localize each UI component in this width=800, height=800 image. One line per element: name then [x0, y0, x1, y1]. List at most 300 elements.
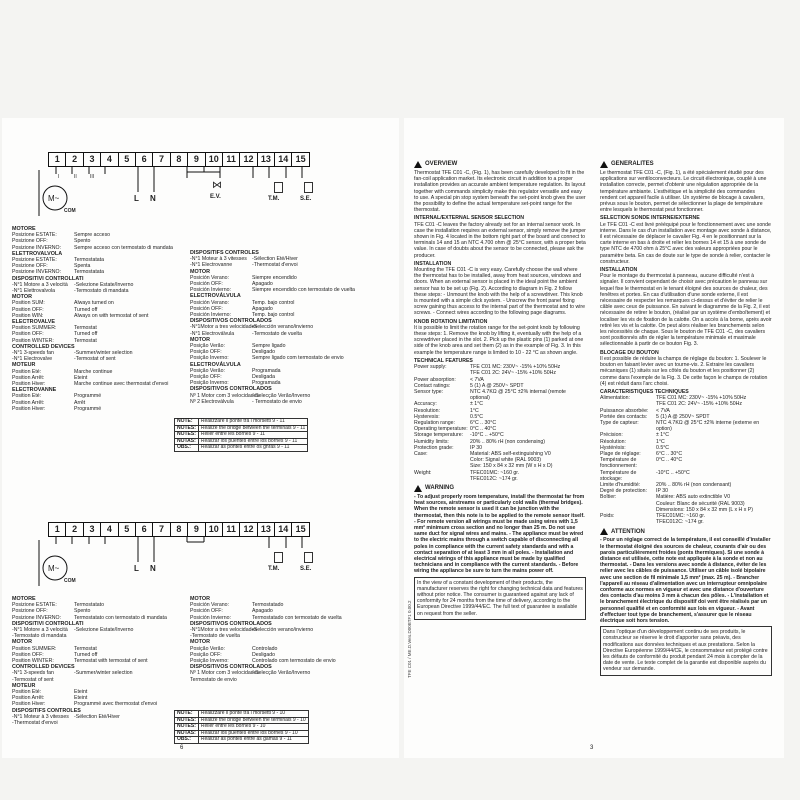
note-text: Relier entre les bornes 9 - 10 [198, 724, 308, 731]
block2-column-2 [190, 596, 380, 683]
terminal-4: 4 [101, 153, 118, 166]
setting-value: Apagado [252, 305, 273, 312]
terminal-1: 1 [49, 523, 66, 536]
spec-value: 0.5°C [470, 413, 484, 420]
setting-value: Programmé avec thermostat d'envoi [74, 701, 158, 708]
terminal-14: 14 [275, 523, 292, 536]
spec-row [600, 519, 772, 525]
setting-value: Eteint [74, 695, 88, 702]
spec-value: TFE C01 MC: 230V~ -15% +10% 50Hz [656, 395, 747, 402]
setting-value: Sempre ligado com termostato de envio [252, 355, 344, 362]
right-page-number: 3 [590, 745, 594, 751]
setting-key: -N°1Motor a tres velocidades [190, 627, 257, 634]
note-key: NOTES: [175, 425, 199, 432]
note-text: Realizzare il ponte tra i morsetti 9 - 11 [198, 419, 307, 426]
setting-row [12, 245, 192, 251]
terminal-10: 10 [206, 153, 223, 166]
section-heading: ELETTROVALVOLA [12, 250, 63, 257]
overview-heading: OVERVIEW [414, 161, 586, 168]
setting-value: Programmé [74, 405, 102, 412]
spec-key: Protection grade: [414, 444, 454, 451]
section-heading: DISPOSITIFS CONTROLES [190, 250, 259, 256]
installation-fr-text: Pour le montage du thermostat à panneau, aucune difficulté n'est à signaler. Il convient cependant de choisir avec précaution le panneau sur lequel fixe le thermostat en le tenant éloigné des sources de chaleur, des fenêtres et portes. En cas d'utilisation d'une sonde externe, il est nécessaire de respecter les remarques ci-dessus et d'éviter de relier le câble avec ceux de puissance. En suivant le diagramme de la Fig. 2, il est nécessaire de retirer le bouton, (réalisé par un système d'emboîtement) et localiser les vis de fixation de la calotte. On a accès à la borne, après avoir retiré les vis et la calotte. On peut alors réaliser les branchements selon les nécessités de chaque. Sous le bouton de TFE C01 -C, des cavaliers sont positionnés afin de régler la température minimale et maximale sélectionnable à partir de ce bouton Fig. 3. [600, 273, 772, 348]
installation-fr-heading: INSTALLATION [600, 267, 638, 274]
spec-key [600, 519, 656, 525]
setting-value: Temp. bajo control [252, 312, 295, 319]
setting-key: Posição OFF: [190, 374, 222, 381]
terminal-4: 4 [101, 523, 118, 536]
setting-key: Posizione OFF: [12, 608, 48, 615]
generalites-heading: GENERALITES [600, 161, 772, 168]
setting-value: -Thermostat d'envoi [252, 262, 298, 269]
spec-key: Storage temperature: [414, 432, 464, 439]
setting-key: Position Arrêt: [12, 695, 45, 702]
setting-key: -N°1 Electrovanne [190, 262, 233, 269]
spec-value: 0°C .. 40°C [656, 457, 683, 464]
spec-value: TFEC012C: ~174 gr. [470, 475, 518, 482]
tm-sensor-box [274, 552, 283, 563]
setting-value: Termostatato [74, 602, 104, 609]
setting-value: Controlado [252, 645, 278, 652]
terminal-14: 14 [275, 153, 292, 166]
setting-value: Arrêt [74, 399, 86, 406]
spec-value: IP 30 [470, 444, 483, 451]
setting-key: Nº 2 Electroválvula [190, 398, 234, 405]
setting-value: -Summer/winter selection [74, 350, 133, 357]
setting-value: Termostatado [252, 602, 284, 609]
setting-key: Position SUM: [12, 300, 45, 307]
section-heading: MOTOR [190, 639, 210, 646]
spec-value: 0°C .. 40°C [470, 426, 497, 433]
setting-key: -Termostato de vuelta [190, 633, 240, 640]
setting-key: Position Arrêt: [12, 374, 45, 381]
setting-key: Nº 1 Motor com 3 velocidades [190, 392, 260, 399]
setting-value: Eteint [74, 374, 88, 381]
spec-key: Poids: [600, 512, 615, 519]
spec-key: Alimentation: [600, 395, 630, 402]
warning-triangle-icon [414, 161, 422, 168]
warning-triangle-icon [600, 161, 608, 168]
terminal-15: 15 [295, 524, 306, 534]
spec-value: -10°C .. +50°C [470, 432, 504, 439]
setting-key: Posizione ESTATE: [12, 602, 57, 609]
note-text: Realizar los puentes entre los bornes 9 - 11 [198, 438, 307, 445]
tm-label: T.M. [268, 566, 280, 572]
setting-value: -Sélection Eté/Hiver [252, 256, 298, 263]
setting-key: Posizione OFF: [12, 263, 48, 270]
setting-key: Posição Inverno: [190, 658, 229, 665]
spec-value: 0.5°C [656, 444, 670, 451]
spec-value: TFEC012C: ~174 gr. [656, 519, 704, 526]
setting-key: -N°1 Moteur à 3 vitesses [12, 713, 69, 720]
terminal-6: 6 [136, 153, 153, 166]
setting-key: Position OFF: [12, 306, 44, 313]
spec-key: Power supply: [414, 364, 447, 371]
spec-value: Size: 150 x 84 x 32 mm (W x H x D) [470, 463, 553, 470]
section-heading: ELECTROVÁLVULA [190, 293, 241, 300]
setting-value: Apagado [252, 281, 273, 288]
french-column [600, 158, 772, 676]
setting-value: Turned off [74, 651, 98, 658]
setting-value: Termostat [74, 645, 97, 652]
note-text: Realize the bridge between the terminals 9 - 11 [198, 425, 307, 432]
section-heading: CONTROLLED DEVICES [12, 664, 75, 671]
left-page-number: 6 [180, 745, 184, 751]
notes-table-1 [174, 418, 308, 452]
section-heading: MOTEUR [12, 362, 36, 369]
note-text: Realize the bridge between the terminals 9 - 10 [198, 717, 308, 724]
setting-key: Posição OFF: [190, 651, 222, 658]
setting-key: Position SUMMER: [12, 645, 57, 652]
note-text: Realizar as pontes entre os gnras 9 - 11 [198, 445, 307, 452]
speed-label-2: II [74, 174, 77, 180]
se-sensor-box [304, 182, 313, 193]
setting-key: Posição OFF: [190, 349, 222, 356]
setting-key: Position Hiver: [12, 701, 46, 708]
spec-row [414, 389, 586, 401]
section-heading: MOTOR [190, 596, 210, 602]
line-label: L [134, 564, 139, 573]
sonde-text: Le TFE C01 -C est livré prééquipé pour le fonctionnement avec une sonde interne. Dans le cas d'un installation avec montage avec sonde à distance, il est nécessaire de déplacer le cavalier Fig. 4 en le positionnant sur la carte interne en bas à droite et relier les bornes 14 et 15 à une sonde de type NTC de 4700 ohm à 25°C avec des valeurs appropriées pour le paramètre beta. En cas de doute sur le type de sonde à relier, contacter le constructeur. [600, 221, 772, 265]
setting-value: Desligado [252, 651, 276, 658]
spec-key: Sensor type: [414, 388, 444, 395]
setting-value: -Selección verano/invierno [252, 324, 314, 331]
note-text: Realizar as pontes entre as gamas 9 - 11 [198, 737, 308, 744]
note-key: NOTE: [175, 419, 199, 426]
setting-key: Position OFF: [12, 651, 44, 658]
setting-value: Spento [74, 608, 91, 615]
spec-key: Accuracy: [414, 401, 437, 408]
spec-value: TFE C01 MC: 230V~ -15% +10% 50Hz [470, 364, 561, 371]
valve-symbol: ⋈ [212, 180, 222, 191]
footer-notice: In the view of a constant development of their products, the manufacturer reserves the right for changing technical data and features without prior notice. The consumer is guaranteed against any lack of conformity for 24 months from the time of delivery, according to the European Directive 1999/44/EC. The full text of guarantee is available on request from the seller. [414, 577, 586, 620]
setting-value: Marche continue avec thermostat d'envoi [74, 381, 169, 388]
setting-value: - Termostato de envio [252, 398, 302, 405]
spec-key: Résolution: [600, 438, 626, 445]
footer-notice-fr: Dans l'optique d'un développement continu de ses produits, le constructeur se réserve le droit d'apporter sans préavis, des modifications aux données techniques et aux prestations. Selon la Directive Européenne 1999/44/CE, le consommateur est protégé contre les défauts de conformité du produit pendant 24 mois à compter de la date de vente. Le texte complet de la garantie est disponible auprès du vendeur sur demande. [600, 626, 772, 675]
terminal-9: 9 [188, 523, 205, 536]
setting-key: Position WINTER: [12, 337, 54, 344]
terminal-13: 13 [258, 523, 275, 536]
setting-row [12, 720, 192, 726]
setting-row [12, 615, 192, 621]
setting-value: -Termostato de vuelta [252, 330, 302, 337]
setting-key: Posizione OFF: [12, 238, 48, 245]
spec-value: TFEC01MC: ~160 gr. [470, 469, 520, 476]
setting-value: Sempre acceso [74, 232, 111, 239]
setting-value: Termostatado con termostato de vuelta [252, 614, 342, 621]
caracteristiques-list [600, 395, 772, 525]
setting-key: Posizione INVERNO: [12, 244, 62, 251]
setting-value: Turned off [74, 306, 98, 313]
setting-key: -N°1 Motore a 3 velocità [12, 627, 68, 634]
setting-value: Sempre ligado [252, 343, 286, 350]
wiring-diagram-2 [38, 522, 334, 586]
block2-column-1 [12, 596, 192, 726]
note-key: NOTAS: [175, 438, 199, 445]
setting-key: Position Hiver: [12, 405, 46, 412]
setting-value: Siempre encendido [252, 274, 297, 281]
setting-value: Controlado com termostato de envio [252, 658, 336, 665]
terminal-12: 12 [240, 523, 257, 536]
spec-value: NTC 4.7KΩ @ 25°C ±2% internal (remote optional) [470, 388, 566, 402]
spec-key: Degré de protection: [600, 488, 648, 495]
spec-value: -10°C .. +50°C [656, 469, 690, 476]
spec-value: < 7VA [656, 407, 670, 414]
spec-value: 1°C [656, 438, 665, 445]
section-heading: MOTORE [12, 226, 36, 232]
spec-value: 20% .. 80% rH (non condensant) [656, 481, 732, 488]
tm-label: T.M. [268, 196, 280, 202]
spec-row [414, 476, 586, 482]
setting-value: Termostatato con termostato di mandata [74, 614, 167, 621]
setting-key: Nº 1 Motor com 3 velocidades [190, 670, 260, 677]
setting-key: Position Hiver: [12, 381, 46, 388]
generalites-text: Le thermostat TFE C01 -C, (Fig. 1), a été spécialement étudié pour des applications sur ventiloconvecteurs. Le circuit électronique, couplé à une installation correcte, permet d'obtenir une régulation appropriée de la température ambiante. L'esthétique et la simplicité des commandes rendent cet appareil facile à utiliser. Un système de blocage à cavaliers, prévus sous le bouton, permet de sélectionner la plage de température entre lesquels le thermostat peut fonctionner. [600, 170, 767, 214]
setting-key: Posición OFF: [190, 305, 223, 312]
setting-row [190, 399, 380, 405]
spec-key: Case: [414, 450, 428, 457]
section-heading: MOTOR [12, 639, 32, 646]
spec-key: Regulation range: [414, 419, 455, 426]
terminal-8: 8 [171, 523, 188, 536]
neutral-label: N [150, 564, 156, 573]
tm-sensor-box [274, 182, 283, 193]
setting-key: -N°1 3-speeds fan [12, 350, 54, 357]
spec-value: 6°C .. 30°C [470, 419, 497, 426]
setting-key: Position OFF: [12, 331, 44, 338]
terminal-5: 5 [119, 523, 136, 536]
block1-column-1 [12, 226, 192, 412]
section-heading: DISPOSITIFS CONTROLES [12, 707, 81, 714]
note-key: NOTES: [175, 724, 199, 731]
setting-key: Posição Inverno: [190, 355, 229, 362]
spec-key: Type de capteur: [600, 419, 639, 426]
attention-heading: ATTENTION [600, 528, 772, 535]
setting-value: Termostatata [74, 269, 104, 276]
spec-value: TFE C01 2C: 24V~ -15% +10% 50Hz [656, 401, 742, 408]
setting-key: Posición OFF: [190, 281, 223, 288]
section-heading: ELECTROVANNE [12, 387, 57, 394]
spec-key: Puissance absorbée: [600, 407, 649, 414]
spec-key: Resolution: [414, 407, 440, 414]
note-key: NOTES: [175, 432, 199, 439]
warning-triangle-icon [414, 485, 422, 492]
terminal-12: 12 [240, 153, 257, 166]
sonde-heading: SELECTION SONDE INTERNE/EXTERNE [600, 215, 700, 222]
motor-com-label: COM [64, 578, 76, 584]
block1-column-2 [190, 250, 380, 405]
spec-value: 20% .. 80% rH (non condensing) [470, 438, 545, 445]
spec-key: Température de fonctionnement: [600, 457, 637, 470]
setting-value: Eteint [74, 689, 88, 696]
setting-value: - Selecção Verão/Inverno [252, 670, 311, 677]
terminal-15: 15 [295, 154, 306, 164]
spec-value: ± 1°C [656, 432, 669, 439]
overview-text: Thermostat TFE C01 -C, (Fig. 1), has been carefully developed to fit in the fan-coil application market. Its electronic circuit in addition to a proper installation provides an accurate ambient temperature regulation. Its layout together with commands simplicity make this regulator versatile and easy to use. A special pin stop system beneath the set-point knob gives the user the possibility to define the actual temperature set-point range for the thermostat. [414, 170, 586, 214]
spec-value: Dimensions: 150 x 84 x 32 mm (L x H x P) [656, 506, 753, 513]
se-sensor-box [304, 552, 313, 563]
section-heading: MOTOR [190, 336, 210, 343]
motor-com-label: COM [64, 208, 76, 214]
blocage-text: Il est possible de réduire la champs de réglage du bouton: 1. Soulever le bouton en faisant levier avec un tourne-vis. 2. Extraire les cavaliers mécaniques (1) situés sur les côtés du bouton et les positionner (2) comme dans l'exemple de la Fig. 3. De cette façon le champs de rotation (4) est réduit dans l'arc choisi. [600, 355, 768, 387]
terminal-10: 10 [206, 523, 223, 536]
section-heading: MOTEUR [12, 682, 36, 689]
installation-heading: INSTALLATION [414, 260, 452, 267]
wiring-lines-2 [38, 522, 334, 586]
spec-key: Boîtier: [600, 494, 617, 501]
section-heading: MOTOR [12, 294, 32, 301]
spec-key: Plage de réglage: [600, 450, 641, 457]
spec-value: Material: ABS self-extinguishing V0 [470, 450, 551, 457]
setting-value: Programada [252, 367, 281, 374]
setting-key: Posición OFF: [190, 608, 223, 615]
setting-key: Posição Inverno: [190, 380, 229, 387]
setting-key: Position WIN: [12, 312, 44, 319]
setting-value: -Summer/winter selection [74, 670, 133, 677]
setting-key: Position Arrêt: [12, 399, 45, 406]
setting-value: -Selección verano/invierno [252, 627, 314, 634]
note-text: Realizzare il ponte tra i morsetti 9 - 10 [198, 711, 308, 718]
installation-text: Mounting the TFE C01 -C is very easy. Carefully choose the wall where the thermostat has to be installed, away from heat sources, windows and doors. When an external sensor is placed in the ideal point the ambient sensor has to be set up (Fig. 2). According to diagram in Fig. 2 follow these steps: - Unmount the knob with the help of a screwdriver. This knob is mounted with a simple click system. - Unscrew the front panel fixing screw gaining thus access to the internal part of the thermostat and to wire screws. - Connect wires according to the following page diagrams. [414, 267, 585, 317]
right-page [404, 118, 784, 758]
setting-key: Position Eté: [12, 393, 42, 400]
terminal-7: 7 [153, 523, 170, 536]
spec-key: Limite d'humidité: [600, 481, 641, 488]
spec-value: 5 (1) A @ 250V~ SPDT [470, 382, 524, 389]
setting-value: Programmé [74, 393, 102, 400]
setting-key: -Termostat of sent [12, 676, 54, 683]
setting-value: Desligado [252, 349, 276, 356]
warning-text: - To adjust properly room temperature, install the thermostat far from heat sources, airstreams or particularly cold walls (thermal bridges). When the remote sensor is used it can be junction with the thermostat, then this note is to be applied to the remote sensor itself. - For remote version all wirings must be made using wires with 1,5 mm² minimum cross section and no longer than 25 m. Do not use same duct for signal wires and mains. - The appliance must be wired to the electric mains through a switch capable of disconnecting all poles in compliance with the current safety standards and with a contact separation of at least 3 mm in all poles. - Installation and electrical wirings of this appliance must be made by qualified technicians and in compliance with the current standards. - Before wiring the appliance be sure to turn the mains power off. [414, 493, 585, 575]
setting-key: Position SUMMER: [12, 325, 57, 332]
section-heading: MOTOR [190, 268, 210, 275]
setting-value: -Selezione Estate/Inverno [74, 627, 134, 634]
sensor-heading: INTERNAL/EXTERNAL SENSOR SELECTION [414, 215, 525, 222]
setting-key: Posizione ESTATE: [12, 257, 57, 264]
spec-key: Portée des contacts: [600, 413, 648, 420]
spec-value: IP 30 [656, 488, 669, 495]
note-key: OBS.: [175, 445, 199, 452]
spec-key: Température de stockage: [600, 469, 637, 482]
setting-value: Termostat with termostat of sent [74, 658, 148, 665]
section-heading: DISPOSITIVI CONTROLLATI [12, 275, 84, 282]
setting-key: -N°1 Motore a 3 velocità [12, 281, 68, 288]
setting-key: -Thermostat d'envoi [12, 720, 58, 727]
se-label: S.E. [300, 566, 312, 572]
setting-key: Posizione INVERNO: [12, 614, 62, 621]
note-text: Realizar los puentes entre los bornes 9 - 10 [198, 730, 308, 737]
spec-value: ± 1°C [470, 401, 483, 408]
setting-value: Termostatata [74, 257, 104, 264]
blocage-heading: BLOCAGE DU BOUTON [600, 349, 659, 356]
setting-key: Posição Verão: [190, 343, 225, 350]
spec-row [600, 457, 772, 469]
spec-key: Weight: [414, 469, 432, 476]
setting-value: - Selecção Verão/Inverno [252, 392, 311, 399]
setting-value: Apagado [252, 608, 273, 615]
setting-value: Spento [74, 238, 91, 245]
tech-spec-list [414, 364, 586, 482]
note-row [175, 737, 309, 744]
valve-label: E.V. [210, 194, 221, 200]
section-heading: MOTORE [12, 596, 36, 602]
setting-value: -Selezione Estate/Inverno [74, 281, 134, 288]
setting-key: -N°1 Electrovalve [12, 356, 53, 363]
section-heading: DISPOSITIVOS CONTROLADOS [190, 386, 272, 393]
motor-symbol: M~ [48, 194, 60, 203]
setting-key: Position Eté: [12, 689, 42, 696]
terminal-13: 13 [258, 153, 275, 166]
notes-table-2 [174, 710, 309, 744]
setting-key: Posición Verano: [190, 602, 229, 609]
wiring-lines-1 [38, 152, 334, 216]
note-key: NOTAS: [175, 730, 199, 737]
setting-key: Position WINTER: [12, 658, 54, 665]
setting-value: Sempre acceso con termostato di mandata [74, 244, 173, 251]
line-label: L [134, 194, 139, 203]
setting-value: -Termostat of sent [74, 356, 116, 363]
setting-value: Termostat [74, 325, 97, 332]
terminal-7: 7 [153, 153, 170, 166]
terminal-3: 3 [84, 523, 101, 536]
setting-key: -N°1 Moteur à 3 vitesses [190, 256, 247, 263]
tech-heading: TECHNICAL FEATURES [414, 357, 473, 364]
setting-value: -Termostato di mandata [74, 288, 129, 295]
note-row [175, 445, 308, 452]
spec-value: TFE C01 2C: 24V~ -15% +10% 50Hz [470, 370, 556, 377]
setting-key: Posición Invierno: [190, 287, 231, 294]
setting-key: Position Eté: [12, 368, 42, 375]
terminal-6: 6 [136, 523, 153, 536]
setting-value: Programada [252, 380, 281, 387]
neutral-label: N [150, 194, 156, 203]
setting-value: Temp. bajo control [252, 299, 295, 306]
section-heading: CONTROLLED DEVICES [12, 343, 75, 350]
setting-value: Spenta [74, 263, 91, 270]
terminal-2: 2 [66, 523, 83, 536]
setting-value: Siempre encendido con termostato de vuelta [252, 287, 355, 294]
spec-value: Matière: ABS auto extinctible V0 [656, 494, 731, 501]
spec-key: Contact ratings: [414, 382, 451, 389]
setting-key: Posición Invierno: [190, 614, 231, 621]
se-label: S.E. [300, 196, 312, 202]
setting-key: Posición Invierno: [190, 312, 231, 319]
side-reference-code: TFE C01 / ME.D.Vers.D00BTF1 0.00.2 [407, 600, 412, 678]
note-key: NOTE: [175, 711, 199, 718]
spec-value: 1°C [470, 407, 479, 414]
spec-key: Hysteresis: [414, 413, 440, 420]
setting-key: Posición Verano: [190, 299, 229, 306]
section-heading: DISPOSITIVOS CONTROLADOS [190, 318, 272, 325]
spec-value: Couleur: Blanc de sécurité (RAL 9003) [656, 500, 745, 507]
note-key: OBS.: [175, 737, 199, 744]
section-heading: DISPOSITIVOS CONTROLADOS [190, 664, 272, 671]
setting-key: Posição Verão: [190, 645, 225, 652]
setting-key: -N°1 Electroválvula [190, 330, 235, 337]
speed-label-1: I [58, 174, 60, 180]
setting-value: Always on with termostat of sent [74, 312, 149, 319]
section-heading: DISPOSITIVI CONTROLLATI [12, 620, 84, 627]
sensor-text: TFE C01 -C leaves the factory already set for an internal sensor work. In case the installation requires an external sensor, simply remove the jumper shown in Fig. 4 located in the bottom right part of the board and connect to terminals 14 and 15 an NTC 4.700 ohm @ 25°C sensor, with a proper beta value. In case of doubts about the sensor to be connected, please ask the producer. [414, 221, 586, 259]
spec-value: Color: Signal white (RAL 9003) [470, 457, 542, 464]
setting-value: Always turned on [74, 300, 114, 307]
speed-label-3: III [90, 174, 95, 180]
setting-key: Posición Verano: [190, 274, 229, 281]
setting-key: Termostato de envio [190, 676, 237, 683]
caracteristiques-heading: CARACTERISTIQUES TECHNIQUES [600, 388, 689, 395]
setting-key: -N°1 3-speeds fan [12, 670, 54, 677]
